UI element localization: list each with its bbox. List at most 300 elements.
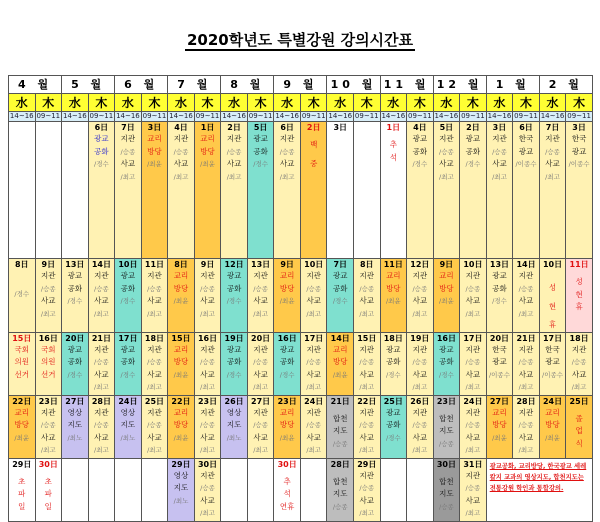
class-info: [195, 344, 221, 394]
class-line: 교리: [173, 271, 189, 280]
class-line: 사교: [200, 369, 215, 379]
class-line: 사교: [200, 432, 215, 442]
day-cell: [274, 122, 301, 259]
class-info: [460, 344, 486, 394]
class-line: /최고: [545, 172, 560, 181]
class-info: [327, 270, 353, 308]
class-line: /최고: [518, 309, 534, 318]
class-line: 휴: [548, 320, 557, 329]
class-line: 사교: [94, 369, 109, 379]
class-line: 지관: [412, 407, 428, 417]
class-line: /최노: [173, 496, 189, 505]
class-info: [36, 407, 62, 457]
day-number: [248, 459, 274, 470]
class-line: /최고: [147, 309, 162, 318]
day-number: 23日: [277, 396, 297, 406]
class-line: 광교: [120, 344, 136, 354]
day-number: 26日: [410, 396, 430, 406]
class-line: 방당: [279, 420, 295, 429]
class-line: 현: [548, 301, 557, 311]
class-line: /승종: [40, 284, 56, 293]
day-cell: [194, 122, 221, 259]
class-line: /이종수: [568, 160, 590, 168]
day-number: 8日: [14, 260, 29, 269]
weekday-label: 水: [433, 94, 460, 112]
class-line: 광교: [386, 344, 401, 354]
class-line: /최윤: [545, 433, 560, 442]
day-cell: [221, 259, 248, 333]
day-number: 8日: [174, 260, 188, 269]
month-header: 9 월: [274, 76, 327, 94]
class-line: 사교: [465, 296, 481, 305]
class-line: /이종수: [488, 370, 510, 379]
class-line: 지관: [359, 344, 375, 354]
class-line: /승종: [279, 147, 295, 156]
class-info: [513, 407, 539, 457]
class-line: 합천: [332, 476, 348, 486]
class-line: 한국: [492, 344, 507, 354]
class-line: 방당: [173, 357, 189, 366]
day-cell: [513, 332, 540, 395]
class-line: /승종: [40, 421, 56, 429]
class-line: /최노: [226, 433, 242, 442]
class-info: [301, 270, 327, 320]
class-info: [354, 344, 380, 394]
month-header: 10 월: [327, 76, 380, 94]
class-info: [9, 407, 35, 445]
class-line: 교리: [439, 271, 454, 280]
class-info: [540, 270, 566, 332]
day-cell: [566, 122, 593, 259]
class-info: [274, 133, 300, 183]
class-line: /경수: [332, 297, 348, 305]
class-line: /최고: [359, 309, 375, 318]
day-cell: [247, 122, 274, 259]
day-number: 22日: [12, 396, 32, 406]
day-cell: [354, 259, 381, 333]
class-line: /승종: [439, 502, 454, 511]
class-line: /승종: [253, 358, 268, 366]
class-line: 지관: [465, 271, 481, 280]
class-line: 지관: [359, 271, 375, 280]
class-line: /최고: [412, 446, 428, 454]
day-number: 17日: [463, 333, 483, 343]
day-cell: [88, 332, 115, 395]
day-cell: [460, 122, 487, 259]
day-cell: [88, 122, 115, 259]
class-info: [89, 133, 115, 171]
day-cell: [300, 395, 327, 458]
class-info: [540, 344, 566, 382]
class-line: /경수: [439, 370, 454, 379]
class-line: /경수: [492, 297, 507, 305]
class-line: /승종: [412, 358, 428, 366]
day-number: 5日: [253, 123, 268, 132]
class-line: /최고: [359, 446, 375, 454]
day-number: 22日: [171, 396, 191, 406]
day-number: 23日: [38, 396, 58, 406]
day-number: 18日: [569, 333, 589, 343]
class-line: /승종: [439, 439, 454, 448]
class-line: /경수: [385, 433, 401, 442]
day-cell: [354, 458, 381, 521]
time-label: 14~16: [63, 112, 87, 120]
weekday-label: 木: [88, 94, 115, 112]
day-cell: [407, 122, 434, 259]
day-number: 9日: [439, 260, 454, 269]
class-info: [460, 470, 486, 520]
class-line: 사교: [359, 369, 375, 379]
class-line: 광교: [67, 271, 83, 280]
day-number: 1日: [386, 123, 401, 132]
day-number: 12日: [224, 260, 244, 269]
class-line: 사교: [279, 159, 295, 168]
class-line: 영상: [120, 407, 136, 417]
day-cell: [115, 259, 142, 333]
time-label: 14~16: [487, 112, 512, 120]
class-line: 교리: [147, 134, 162, 143]
day-number: 28日: [91, 396, 111, 406]
class-line: 초: [18, 476, 26, 486]
class-info: [434, 344, 460, 382]
day-cell: [486, 259, 513, 333]
day-number: 4日: [413, 123, 427, 132]
class-line: 파: [18, 489, 26, 498]
class-line: 지관: [279, 134, 295, 143]
day-number: 13日: [489, 260, 510, 269]
class-line: /승종: [94, 284, 109, 293]
class-line: /최노: [120, 433, 136, 442]
class-line: /최고: [571, 383, 587, 391]
class-info: [434, 470, 460, 514]
class-line: /경수: [385, 370, 401, 379]
class-info: [381, 407, 407, 445]
class-line: /경수: [67, 370, 83, 379]
class-line: 공화: [253, 146, 268, 156]
time-label: 09~11: [301, 112, 326, 120]
class-info: [540, 407, 566, 445]
day-number: 19日: [410, 333, 430, 343]
day-number: 9日: [41, 260, 56, 269]
class-line: 사교: [571, 369, 587, 379]
class-info: [195, 133, 221, 171]
time-label: 14~16: [540, 112, 565, 120]
class-info: [274, 270, 300, 308]
day-number: 10日: [542, 260, 563, 269]
day-number: 9日: [200, 260, 215, 269]
class-line: 지관: [306, 407, 321, 417]
class-line: /경수: [226, 370, 242, 379]
class-line: /경수: [67, 297, 83, 305]
class-line: 지관: [200, 344, 215, 354]
class-info: [301, 344, 327, 394]
class-info: [195, 270, 221, 320]
class-line: 방당: [545, 420, 560, 429]
day-cell: [539, 122, 566, 259]
class-line: /최고: [439, 172, 454, 181]
class-info: [168, 270, 194, 308]
class-line: 지관: [518, 271, 534, 280]
day-number: 27日: [251, 396, 271, 406]
time-label: 09~11: [36, 112, 61, 120]
day-number: 11日: [569, 260, 589, 269]
class-line: 사교: [412, 369, 428, 379]
class-line: 지관: [412, 344, 428, 354]
day-cell: [327, 458, 354, 521]
class-line: /최노: [67, 433, 83, 442]
class-line: 공화: [279, 357, 295, 366]
day-number: 6日: [94, 123, 109, 132]
day-cell: [407, 332, 434, 395]
day-number: 20日: [65, 333, 85, 343]
class-line: /경수: [120, 370, 136, 379]
day-cell: [274, 332, 301, 395]
day-cell: [221, 395, 248, 458]
class-line: /승종: [120, 147, 136, 156]
class-line: 사교: [147, 432, 162, 442]
class-line: /최고: [94, 383, 109, 391]
class-line: /최고: [40, 446, 56, 454]
class-line: 지관: [545, 134, 560, 143]
day-number: 3日: [572, 123, 586, 132]
class-line: 성: [548, 283, 557, 292]
class-line: 지관: [200, 271, 215, 280]
class-line: 교리: [200, 134, 215, 143]
class-line: 파: [44, 489, 52, 498]
day-number: 2日: [227, 123, 241, 132]
day-number: 28日: [516, 396, 536, 406]
day-cell: [486, 332, 513, 395]
class-info: [89, 270, 115, 320]
day-number: 7日: [545, 123, 560, 132]
class-line: 영상: [226, 407, 242, 417]
class-line: 광교: [492, 271, 507, 280]
class-line: 광교: [465, 134, 481, 143]
class-info: [487, 407, 513, 445]
class-line: /최고: [120, 172, 136, 181]
class-line: 성: [575, 277, 583, 286]
day-cell: [407, 395, 434, 458]
month-header: 5 월: [62, 76, 115, 94]
class-info: [274, 344, 300, 382]
day-cell: [35, 332, 62, 395]
day-number: 5日: [439, 123, 454, 132]
class-line: /최고: [465, 309, 481, 318]
class-line: /승종: [332, 439, 348, 448]
week-row: [9, 395, 593, 458]
day-number: 1日: [200, 123, 215, 132]
class-line: /최고: [200, 309, 215, 318]
day-cell: [380, 122, 407, 259]
class-info: [487, 270, 513, 308]
day-cell: [62, 395, 89, 458]
class-line: 지관: [465, 344, 481, 354]
class-line: 공화: [412, 146, 428, 156]
day-number: 17日: [542, 333, 563, 343]
class-line: 추: [283, 476, 291, 486]
class-line: 광교: [94, 134, 109, 143]
class-line: /최윤: [173, 433, 189, 442]
class-line: /승종: [545, 147, 560, 156]
class-info: [142, 270, 168, 320]
class-info: [487, 133, 513, 183]
class-info: [195, 407, 221, 457]
day-number: 16日: [197, 333, 218, 343]
weekday-label: 水: [486, 94, 513, 112]
time-label: 09~11: [567, 112, 591, 120]
day-cell: [62, 259, 89, 333]
week-row: [9, 122, 593, 259]
day-cell: [539, 332, 566, 395]
class-info: [221, 344, 247, 382]
class-line: /최고: [465, 509, 481, 517]
day-number: 25日: [383, 396, 403, 406]
class-line: 의원: [14, 357, 30, 366]
class-line: /승종: [200, 484, 215, 492]
class-line: 사교: [200, 296, 215, 305]
class-line: /최윤: [439, 297, 454, 305]
class-line: 교리: [14, 407, 30, 417]
weekday-label: 水: [221, 94, 248, 112]
day-number: [221, 459, 247, 470]
day-cell: [566, 332, 593, 395]
class-line: 지도: [120, 420, 136, 429]
class-line: /경수: [226, 297, 242, 305]
class-line: 지도: [67, 420, 83, 429]
weekday-label: 木: [566, 94, 593, 112]
class-line: /최고: [518, 383, 534, 391]
day-cell: [141, 122, 168, 259]
time-label: 14~16: [328, 112, 353, 120]
class-line: 사교: [200, 495, 215, 505]
day-cell: [62, 458, 89, 521]
day-cell: [9, 395, 36, 458]
class-line: 사교: [359, 495, 375, 505]
class-line: 사교: [173, 159, 189, 168]
day-cell: [221, 332, 248, 395]
class-info: [115, 133, 141, 183]
class-info: [301, 133, 327, 170]
class-line: 사교: [94, 432, 109, 442]
class-info: [115, 344, 141, 382]
class-line: /승종: [518, 358, 534, 366]
day-cell: [513, 122, 540, 259]
class-line: 공화: [439, 357, 454, 366]
day-cell: [9, 458, 36, 521]
time-label: 14~16: [434, 112, 459, 120]
day-cell: [141, 395, 168, 458]
class-line: 사교: [465, 432, 481, 442]
day-cell: [380, 395, 407, 458]
day-cell: [115, 395, 142, 458]
day-number: 8日: [359, 260, 374, 269]
class-info: [62, 344, 88, 382]
class-line: 식: [575, 438, 583, 448]
time-label: 09~11: [142, 112, 167, 120]
class-line: 사교: [518, 432, 534, 442]
class-info: [460, 133, 486, 171]
class-line: 지관: [147, 271, 162, 280]
class-line: /최고: [306, 309, 322, 318]
day-number: 30日: [38, 459, 58, 469]
day-number: 18日: [144, 333, 165, 343]
class-info: [89, 344, 115, 394]
class-line: /최고: [359, 509, 375, 517]
time-label: 09~11: [514, 112, 538, 120]
month-header: 12 월: [433, 76, 486, 94]
day-number: 30日: [436, 459, 456, 469]
class-line: 지관: [253, 407, 268, 417]
class-line: 지관: [306, 344, 321, 354]
class-line: /승종: [306, 421, 322, 429]
day-cell: [433, 458, 460, 521]
page-title: 2020학년도 특별강원 강의시간표: [186, 31, 414, 49]
class-line: 사교: [545, 159, 560, 168]
time-label: 14~16: [275, 112, 299, 120]
class-line: /최고: [200, 446, 215, 454]
class-line: 사교: [306, 296, 321, 305]
class-line: /최고: [173, 172, 189, 181]
day-cell: [62, 122, 89, 259]
class-line: 한국: [518, 134, 534, 143]
class-info: [221, 133, 247, 183]
day-cell: [327, 122, 354, 259]
class-line: 광교: [226, 271, 242, 280]
day-cell: [247, 458, 274, 521]
class-info: [327, 407, 353, 451]
day-cell: [354, 332, 381, 395]
class-line: /최고: [226, 172, 242, 181]
time-label: 14~16: [381, 112, 406, 120]
day-cell: [221, 122, 248, 259]
day-cell: [221, 458, 248, 521]
day-cell: [35, 259, 62, 333]
class-line: 공화: [94, 146, 109, 156]
class-line: /최고: [492, 172, 507, 181]
class-info: [434, 270, 460, 308]
class-info: [327, 470, 353, 514]
time-label: 14~16: [116, 112, 140, 120]
class-info: [168, 133, 194, 183]
day-number: 11日: [144, 260, 165, 269]
day-number: [354, 122, 380, 133]
class-line: /승종: [492, 147, 507, 156]
weekday-label: 水: [327, 94, 354, 112]
day-cell: [35, 458, 62, 521]
weekday-label: 木: [513, 94, 540, 112]
class-line: /최고: [40, 309, 56, 318]
month-header: 4 월: [9, 76, 62, 94]
class-line: /승종: [359, 421, 375, 429]
class-line: 공화: [120, 283, 136, 293]
class-info: [36, 270, 62, 320]
day-number: 25日: [569, 396, 589, 406]
class-info: [221, 407, 247, 445]
class-line: 방당: [332, 357, 348, 366]
class-info: [460, 270, 486, 320]
class-info: [566, 270, 592, 314]
class-line: 합천: [439, 476, 454, 486]
day-cell: [433, 259, 460, 333]
day-cell: [513, 259, 540, 333]
class-info: [115, 270, 141, 308]
class-line: 중: [310, 158, 318, 168]
class-line: 사교: [306, 432, 321, 442]
day-cell: [300, 259, 327, 333]
class-line: 교리: [332, 344, 348, 354]
class-info: [566, 133, 592, 171]
class-line: /승종: [571, 358, 587, 366]
